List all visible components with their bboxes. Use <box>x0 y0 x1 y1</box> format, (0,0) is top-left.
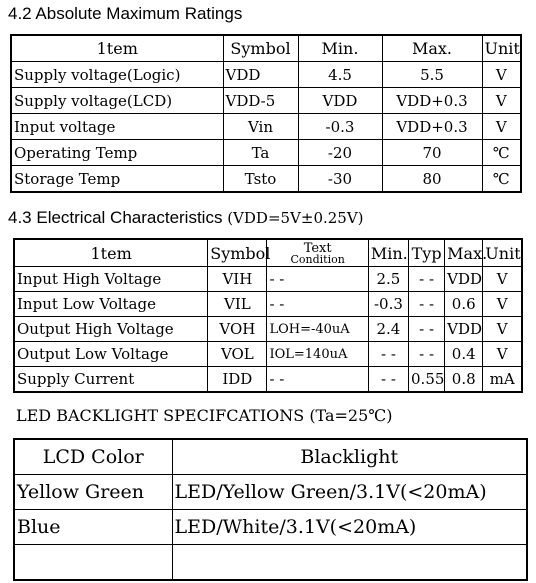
header-max: Max. <box>382 35 482 62</box>
table-header-row <box>14 439 527 475</box>
cell-unit: mA <box>483 367 522 393</box>
cell-typ: - - <box>409 292 445 317</box>
cell-max: VDD+0.3 <box>382 114 482 140</box>
cell-condition: IOL=140uA <box>267 342 368 367</box>
table-row <box>11 88 521 114</box>
header-unit: Unit <box>483 239 522 267</box>
table-header-row <box>14 239 522 267</box>
section-title-electrical-text: 4.3 Electrical Characteristics <box>8 208 223 227</box>
cell-item: Input voltage <box>11 114 223 140</box>
cell-min: -0.3 <box>298 114 382 140</box>
cell-backlight <box>172 545 527 581</box>
table-row <box>11 166 521 193</box>
cell-min: 2.4 <box>368 317 408 342</box>
cell-unit: V <box>482 62 521 88</box>
header-symbol: Symbol <box>223 35 298 62</box>
cell-min: VDD <box>298 88 382 114</box>
cell-max: 0.8 <box>445 367 483 393</box>
absolute-max-ratings-table <box>10 34 522 193</box>
cell-item: Supply voltage(LCD) <box>11 88 223 114</box>
cell-unit: V <box>483 292 522 317</box>
cell-min: 4.5 <box>298 62 382 88</box>
header-symbol: Symbol <box>208 239 267 267</box>
cell-lcd-color <box>14 545 172 581</box>
cell-max: VDD+0.3 <box>382 88 482 114</box>
cell-item: Output High Voltage <box>14 317 208 342</box>
cell-min: - - <box>368 342 408 367</box>
table-row <box>14 292 522 317</box>
table-row <box>11 62 521 88</box>
cell-typ: - - <box>409 317 445 342</box>
table-row <box>14 510 527 545</box>
table-row <box>14 545 527 581</box>
section-title-led-backlight: LED BACKLIGHT SPECIFCATIONS (Ta=25℃) <box>16 406 393 425</box>
cell-min: -20 <box>298 140 382 166</box>
cell-typ: - - <box>409 342 445 367</box>
cell-backlight: LED/Yellow Green/3.1V(<20mA) <box>172 475 527 510</box>
cell-condition: - - <box>267 367 368 393</box>
cell-unit: V <box>483 342 522 367</box>
cell-item: Operating Temp <box>11 140 223 166</box>
table-row <box>14 342 522 367</box>
cell-unit: V <box>482 114 521 140</box>
cell-item: Input High Voltage <box>14 267 208 292</box>
cell-symbol: VOL <box>208 342 267 367</box>
cell-min: -0.3 <box>368 292 408 317</box>
header-lcd-color: LCD Color <box>14 439 172 475</box>
header-text-label: Text <box>303 241 332 256</box>
header-unit: Unit <box>482 35 521 62</box>
cell-max: 0.6 <box>445 292 483 317</box>
header-backlight: Blacklight <box>172 439 527 475</box>
section-title-absolute-max: 4.2 Absolute Maximum Ratings <box>8 4 243 23</box>
cell-unit: V <box>483 267 522 292</box>
cell-symbol: VDD-5 <box>223 88 298 114</box>
cell-backlight: LED/White/3.1V(<20mA) <box>172 510 527 545</box>
header-max: Max. <box>445 239 483 267</box>
electrical-characteristics-table <box>13 238 523 393</box>
cell-typ: - - <box>409 267 445 292</box>
cell-min: - - <box>368 367 408 393</box>
cell-typ: 0.55 <box>409 367 445 393</box>
section-condition: (VDD=5V±0.25V) <box>227 209 364 227</box>
table-row <box>14 475 527 510</box>
cell-max: 70 <box>382 140 482 166</box>
cell-symbol: Vin <box>223 114 298 140</box>
header-typ: Typ <box>409 239 445 267</box>
cell-max: 5.5 <box>382 62 482 88</box>
cell-min: -30 <box>298 166 382 193</box>
header-item: 1tem <box>14 239 208 267</box>
cell-unit: ℃ <box>482 140 521 166</box>
cell-unit: V <box>483 317 522 342</box>
table-row <box>14 317 522 342</box>
section-title-electrical <box>8 208 364 228</box>
cell-max: VDD <box>445 267 483 292</box>
cell-lcd-color: Yellow Green <box>14 475 172 510</box>
cell-condition: - - <box>267 292 368 317</box>
cell-unit: ℃ <box>482 166 521 193</box>
cell-max: VDD <box>445 317 483 342</box>
led-backlight-table <box>13 438 528 581</box>
header-condition-label: Condition <box>290 253 345 266</box>
cell-item: Output Low Voltage <box>14 342 208 367</box>
header-min: Min. <box>368 239 408 267</box>
cell-condition: - - <box>267 267 368 292</box>
header-item: 1tem <box>11 35 223 62</box>
header-test-condition <box>267 239 368 267</box>
cell-symbol: VIH <box>208 267 267 292</box>
header-min: Min. <box>298 35 382 62</box>
table-row <box>14 267 522 292</box>
cell-symbol: Ta <box>223 140 298 166</box>
cell-item: Storage Temp <box>11 166 223 193</box>
cell-condition: LOH=-40uA <box>267 317 368 342</box>
table-row <box>14 367 522 393</box>
cell-symbol: VDD <box>223 62 298 88</box>
table-row <box>11 140 521 166</box>
cell-lcd-color: Blue <box>14 510 172 545</box>
cell-max: 0.4 <box>445 342 483 367</box>
cell-item: Input Low Voltage <box>14 292 208 317</box>
cell-symbol: VOH <box>208 317 267 342</box>
cell-symbol: Tsto <box>223 166 298 193</box>
cell-item: Supply Current <box>14 367 208 393</box>
cell-symbol: VIL <box>208 292 267 317</box>
cell-item: Supply voltage(Logic) <box>11 62 223 88</box>
table-header-row <box>11 35 521 62</box>
cell-max: 80 <box>382 166 482 193</box>
cell-symbol: IDD <box>208 367 267 393</box>
cell-unit: V <box>482 88 521 114</box>
table-row <box>11 114 521 140</box>
cell-min: 2.5 <box>368 267 408 292</box>
